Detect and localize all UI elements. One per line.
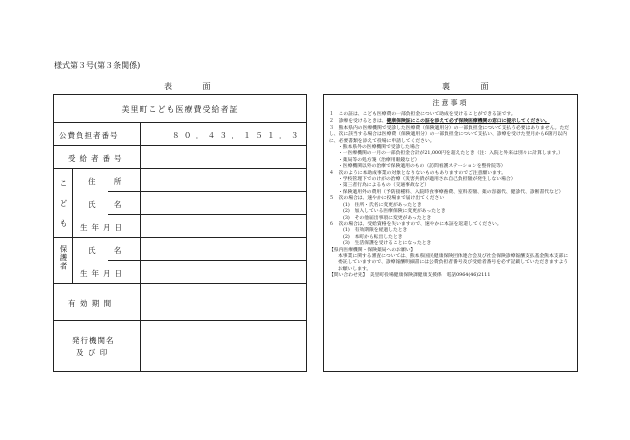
column-divider xyxy=(140,122,141,320)
note-3: ３ 熊本県内の医療機関で受診した医療費（保険適用分）の一部負担金について支払う必要はありません。ただし、次に該当する場合は医療費（保険適用分）の一部負担金について支払い、診療を受けた翌月から6箇月以内に、必要書類を添えて役場に申請してください。 xyxy=(329,125,570,144)
note-5: ５ 次の場合は、速やかに役場まで届け出てください xyxy=(329,196,445,202)
note-6: ６ 次の場合は、受給資格を失いますので、速やかに本証を返還してください。 xyxy=(329,221,502,227)
column-divider xyxy=(140,320,141,372)
payer-number-value: ８ ０ ． ４ ３ ． １ ５ １ ． ３ xyxy=(172,131,300,140)
divider xyxy=(54,122,306,123)
child-dob-label: 生年月日 xyxy=(80,223,126,232)
note-4-item: ・保険適用外の費用（予防接種料、入院時食事療養費、室料差額、薬の容器代、健診代、診断書代など） xyxy=(338,189,564,195)
note-3-item: ・熊本県外の医療機関で受診した場合 xyxy=(338,145,420,151)
note-8: 本事業に関する審査については、熊本県国民健康保険団体連合会及び社会保険診療報酬支払基金熊本支部に委託していますので、診療報酬明細書には公費負担者番号及び受給者番号を必ず記載していただきますようお願いします。 xyxy=(338,253,569,272)
divider xyxy=(54,283,306,284)
guardian-name-label: 氏 名 xyxy=(88,246,130,255)
divider xyxy=(54,320,306,321)
note-3-item: ・一医療機関の一月の一部負担金合計が21,000円を超えたとき（注：入院と外来は別々に計算します。） xyxy=(338,151,564,157)
note-5-item: (2) 加入している医療保険に変更があったとき xyxy=(343,209,446,215)
card-title: 美里町こども医療費受給者証 xyxy=(121,105,239,114)
divider xyxy=(54,145,306,146)
note-7: 【県内医療機関・保険薬局へのお願い】 xyxy=(329,247,416,253)
divider xyxy=(108,214,306,215)
child-name-label: 氏 名 xyxy=(88,200,130,209)
group-divider xyxy=(72,168,73,237)
note-4: ４ 次のように本助成事業の対象となりないものもありますのでご注意願います。 xyxy=(329,170,507,176)
note-6-item: (1) 有効期限を経過したとき xyxy=(343,228,408,234)
note-9: 【問い合わせ先】 美里町役場健康保険課健康支援係 電話0964(46)2111 xyxy=(329,273,491,279)
payer-number-label: 公費負担者番号 xyxy=(59,131,119,140)
note-6-item: (3) 生活保護を受けることになったとき xyxy=(343,241,432,247)
child-group-label: こども xyxy=(59,179,68,239)
note-3-item: ・薬局等の処方箋（治療用眼鏡など） xyxy=(338,157,420,163)
validity-period-label: 有 効 期 間 xyxy=(68,299,113,308)
back-card xyxy=(323,94,578,372)
divider xyxy=(54,237,306,238)
back-side-label: 裏 面 xyxy=(442,82,503,91)
issuer-seal-label: 及 び 印 xyxy=(76,348,109,357)
note-4-item: ・第三者行為によるもの（交通事故など） xyxy=(338,183,430,189)
notes-title: 注意事項 xyxy=(432,99,469,107)
issuer-label: 発行機関名 xyxy=(72,336,115,345)
guardian-group-label: 保護者 xyxy=(59,245,68,271)
note-5-item: (1) 住所・氏名に変更があったとき xyxy=(343,202,422,208)
note-3-item: ・医療機関以外の治療で保険適用のもの（訪問看護ステーションを整骨院等） xyxy=(338,164,506,170)
note-2-text: ２ 診療を受けるときは、 xyxy=(329,119,387,125)
divider xyxy=(108,191,306,192)
recipient-number-label: 受給者番号 xyxy=(68,154,126,163)
front-card xyxy=(53,94,307,372)
front-side-label: 表 面 xyxy=(164,82,225,91)
divider xyxy=(54,168,306,169)
note-1: １ この証は、こども医療費の一部負担金について助成を受けることができる証です。 xyxy=(329,112,516,117)
note-4-item: ・学校管理下でのけがの治療（災害共済が適用され自己負担額が発生しない場合） xyxy=(338,177,516,183)
note-5-item: (3) その他届出事項に変更があったとき xyxy=(343,215,432,221)
divider xyxy=(108,260,306,261)
note-2-emphasis: 健康保険証にこの証を添えて必ず保険医療機関の窓口に提示してください。 xyxy=(386,118,550,125)
guardian-dob-label: 生年月日 xyxy=(80,269,126,278)
form-number: 様式第３号(第３条関係) xyxy=(54,61,141,70)
child-address-label: 住 所 xyxy=(88,177,130,186)
note-2 xyxy=(329,118,572,125)
note-6-item: (2) 本町から転出したとき xyxy=(343,234,403,240)
group-divider xyxy=(72,237,73,283)
